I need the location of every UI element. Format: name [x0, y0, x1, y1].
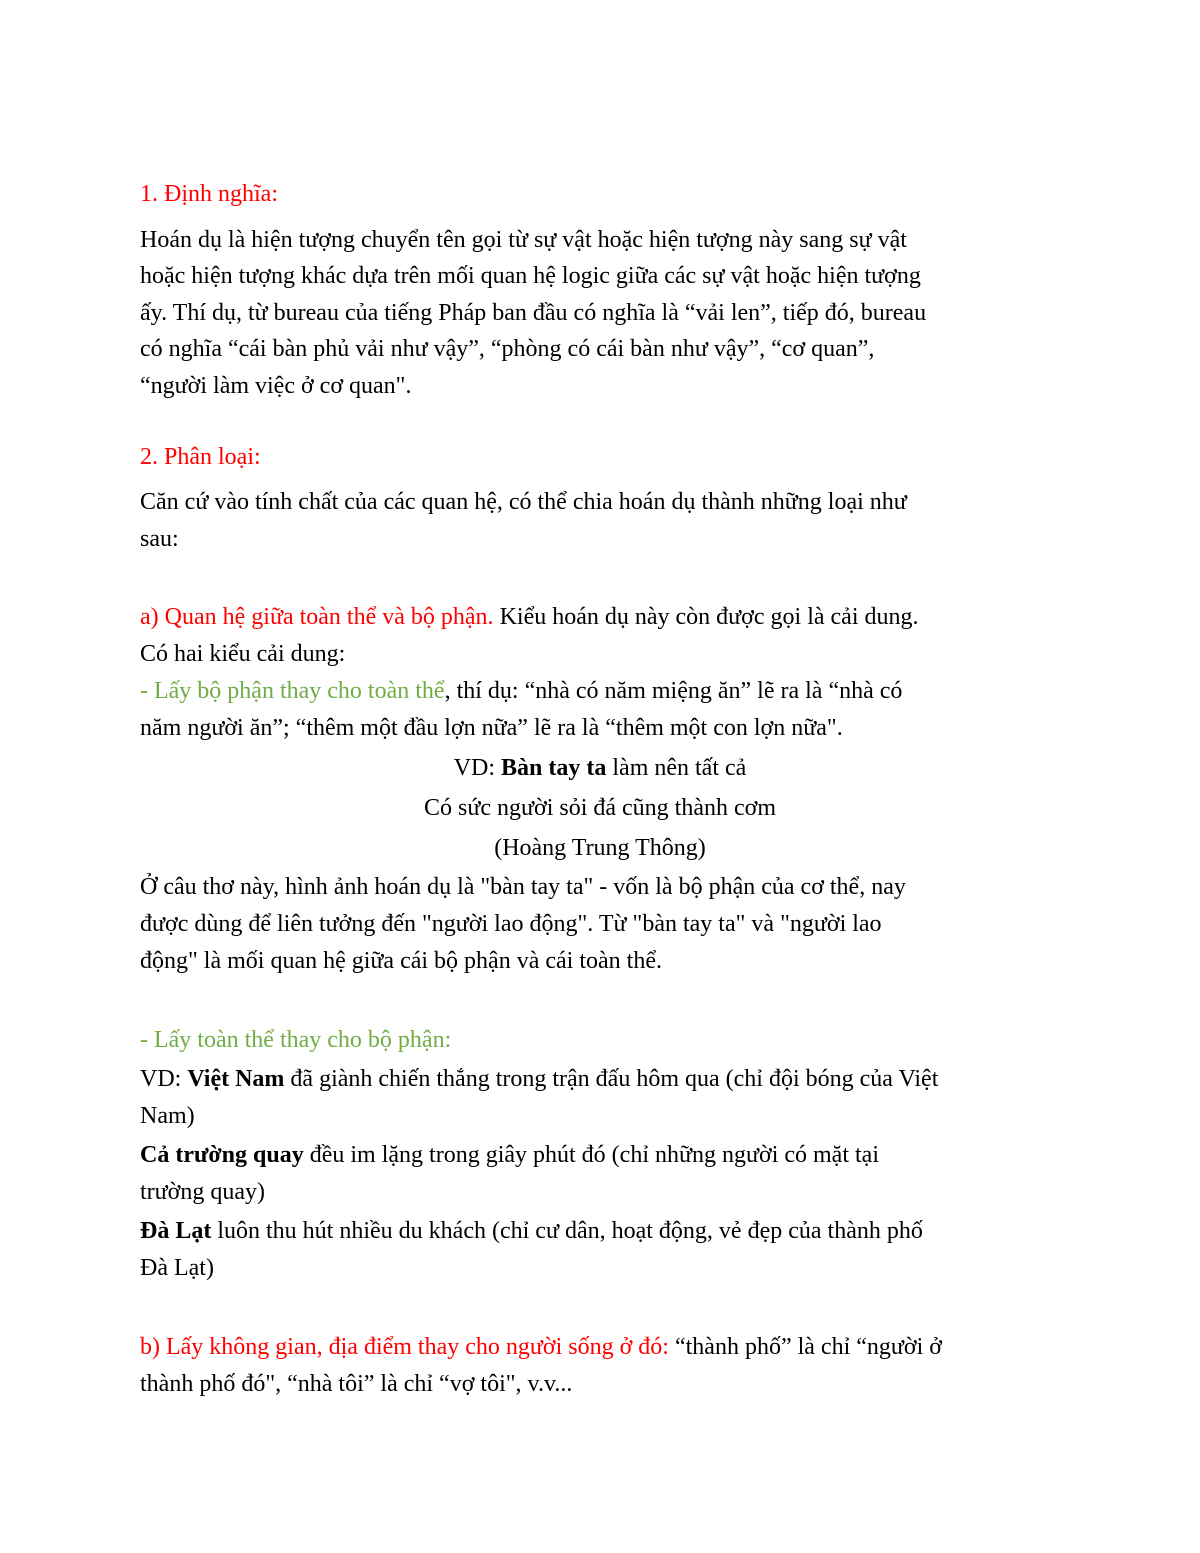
sub1-label: - Lấy bộ phận thay cho toàn thể — [140, 678, 445, 704]
section1-line-1: Hoán dụ là hiện tượng chuyển tên gọi từ sự vật hoặc hiện tượng này sang sự vật — [140, 227, 907, 253]
section1-line-5: “người làm việc ở cơ quan". — [140, 373, 412, 399]
part-b-line-1 — [140, 1329, 942, 1366]
explain-line-1: Ở câu thơ này, hình ảnh hoán dụ là "bàn tay ta" - vốn là bộ phận của cơ thể, nay — [140, 874, 906, 900]
sub2-ex3-bold: Đà Lạt — [140, 1218, 212, 1244]
poem-author: (Hoàng Trung Thông) — [494, 835, 706, 861]
part-b-heading: b) Lấy không gian, địa điểm thay cho người sống ở đó: — [140, 1334, 669, 1360]
sub2-ex1 — [140, 1061, 938, 1098]
explain-line-3: động" là mối quan hệ giữa cái bộ phận và cái toàn thể. — [140, 948, 662, 974]
section1-heading: 1. Định nghĩa: — [140, 181, 278, 207]
poem-line-2: Có sức người sỏi đá cũng thành cơm — [423, 795, 777, 821]
sub2-ex3 — [140, 1213, 923, 1250]
part-a-heading: a) Quan hệ giữa toàn thể và bộ phận. — [140, 604, 494, 630]
sub2-ex2-bold: Cả trường quay — [140, 1142, 304, 1168]
sub2-ex2-rest: đều im lặng trong giây phút đó (chỉ những người có mặt tại — [303, 1142, 879, 1168]
part-b-tail: “thành phố” là chỉ “người ở — [668, 1334, 942, 1360]
section1-line-4: có nghĩa “cái bàn phủ vải như vậy”, “phòng có cái bàn như vậy”, “cơ quan”, — [140, 336, 875, 362]
poem-prefix: VD: — [453, 755, 502, 781]
section2-line-2: sau: — [140, 526, 179, 552]
sub2-ex3-line-2: Đà Lạt) — [140, 1255, 214, 1281]
sub2-ex1-bold: Việt Nam — [187, 1066, 285, 1092]
sub2-ex1-prefix: VD: — [140, 1066, 188, 1092]
part-b-line-2: thành phố đó", “nhà tôi” là chỉ “vợ tôi", v.v... — [140, 1371, 573, 1397]
poem-bold: Bàn tay ta — [501, 755, 607, 781]
section2-heading: 2. Phân loại: — [140, 444, 261, 470]
poem-line-1 — [0, 750, 1200, 787]
part-a-heading-line — [140, 599, 918, 636]
sub2-ex2 — [140, 1137, 879, 1174]
sub2-ex1-rest: đã giành chiến thắng trong trận đấu hôm qua (chỉ đội bóng của Việt — [284, 1066, 939, 1092]
sub2-ex2-line-2: trường quay) — [140, 1179, 266, 1205]
sub2-ex3-rest: luôn thu hút nhiều du khách (chỉ cư dân, hoạt động, vẻ đẹp của thành phố — [211, 1218, 923, 1244]
sub1-tail: , thí dụ: “nhà có năm miệng ăn” lẽ ra là “nhà có — [444, 678, 903, 704]
sub2-label: - Lấy toàn thể thay cho bộ phận: — [140, 1027, 452, 1053]
section2-line-1: Căn cứ vào tính chất của các quan hệ, có thể chia hoán dụ thành những loại như — [140, 489, 907, 515]
part-a-line-2: Có hai kiểu cải dung: — [140, 641, 346, 667]
explain-line-2: được dùng để liên tưởng đến "người lao động". Từ "bàn tay ta" và "người lao — [140, 911, 882, 937]
part-a-heading-tail: Kiểu hoán dụ này còn được gọi là cải dung. — [493, 604, 919, 630]
sub1-line — [140, 673, 902, 710]
sub2-ex1-line-2: Nam) — [140, 1103, 195, 1129]
section1-line-2: hoặc hiện tượng khác dựa trên mối quan hệ logic giữa các sự vật hoặc hiện tượng — [140, 263, 921, 289]
sub1-line-2: năm người ăn”; “thêm một đầu lợn nữa” lẽ ra là “thêm một con lợn nữa". — [140, 715, 843, 741]
section1-line-3: ấy. Thí dụ, từ bureau của tiếng Pháp ban đầu có nghĩa là “vải len”, tiếp đó, bureau — [140, 300, 927, 326]
poem-rest: làm nên tất cả — [606, 755, 747, 781]
